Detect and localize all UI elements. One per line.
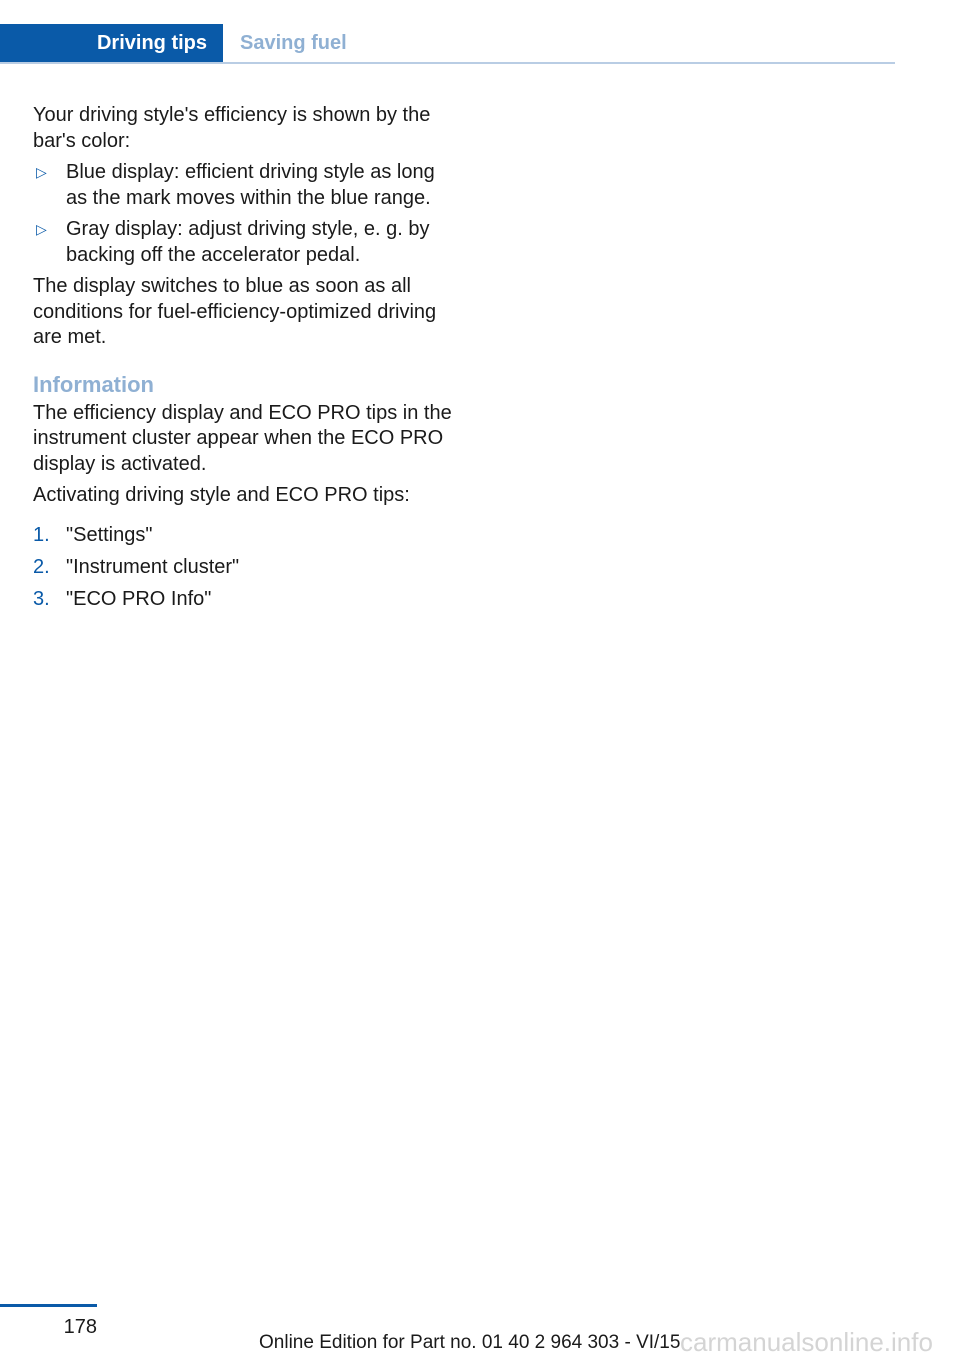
- tab-saving-fuel[interactable]: Saving fuel: [240, 32, 347, 54]
- switch-paragraph: The display switches to blue as soon as all conditions for fuel-efficiency-optimized driving are met.: [33, 275, 437, 348]
- step-number: 1.: [33, 523, 50, 546]
- list-item: [33, 217, 453, 268]
- step-number: 2.: [33, 555, 50, 578]
- list-item: [33, 587, 453, 613]
- steps-list: [33, 523, 453, 613]
- bullet-text: Gray display: adjust driving style, e. g. by backing off the accelerator pedal.: [66, 218, 430, 266]
- triangle-bullet-icon: ▷: [36, 221, 47, 237]
- intro-paragraph: Your driving style's efficiency is shown by the bar's color:: [33, 104, 431, 152]
- page-header: [0, 24, 895, 64]
- list-item: [33, 160, 453, 211]
- bullet-text: Blue display: efficient driving style as long as the mark moves within the blue range.: [66, 161, 435, 209]
- main-content: [33, 103, 453, 619]
- footer-rule: [0, 1304, 97, 1307]
- info-paragraph: The efficiency display and ECO PRO tips in the instrument cluster appear when the ECO PRO display is activated.: [33, 401, 452, 475]
- footer-edition: Online Edition for Part no. 01 40 2 964 303 - VI/15: [259, 1332, 681, 1353]
- list-item: [33, 555, 453, 581]
- watermark: carmanualsonline.info: [680, 1327, 933, 1357]
- tab-driving-tips[interactable]: Driving tips: [0, 24, 223, 62]
- step-label: "ECO PRO Info": [66, 587, 212, 610]
- color-bullet-list: [33, 160, 453, 268]
- spacer: [33, 515, 453, 523]
- step-label: "Settings": [66, 523, 153, 546]
- list-item: [33, 523, 453, 549]
- triangle-bullet-icon: ▷: [36, 164, 47, 180]
- activate-paragraph: Activating driving style and ECO PRO tips:: [33, 484, 410, 506]
- page-number: 178: [63, 1316, 97, 1338]
- step-number: 3.: [33, 587, 50, 610]
- step-label: "Instrument cluster": [66, 555, 240, 578]
- section-heading-information: Information: [33, 371, 154, 397]
